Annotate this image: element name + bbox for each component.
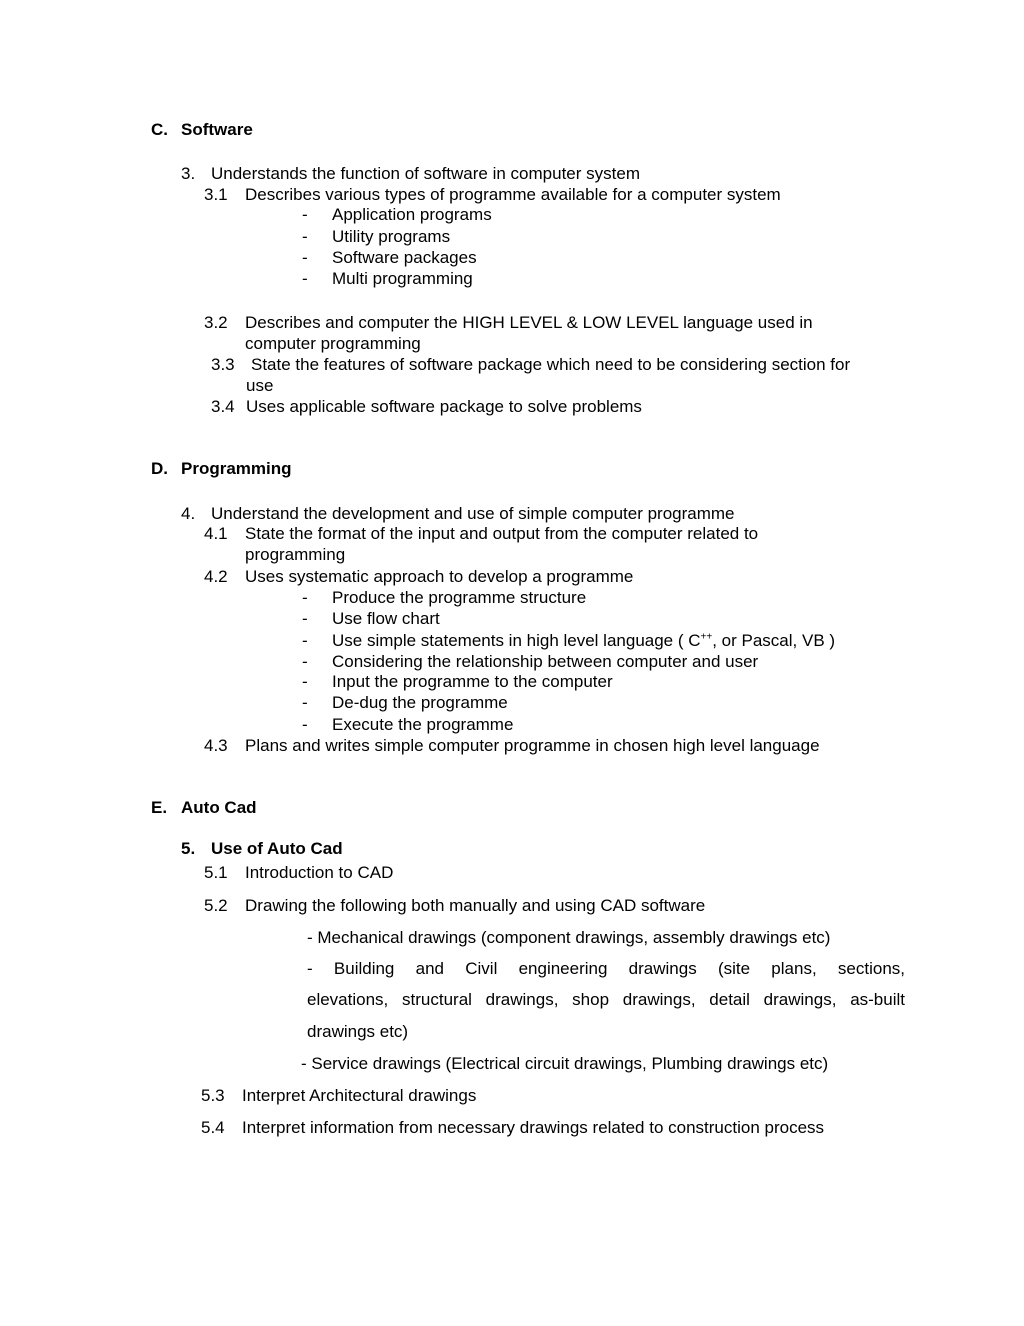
item-4-1-text: State the format of the input and output from the computer related to [245,524,759,543]
civil-drawings-line3: drawings etc) [307,1022,409,1041]
item-5-3-text: Interpret Architectural drawings [242,1086,477,1105]
bullet-item: Application programs [332,205,492,224]
item-3-text: Understands the function of software in computer system [211,164,640,183]
civil-drawings-line1: - Building and Civil engineering drawings (site plans, sections, [307,959,905,978]
bullet-dash: - [302,693,308,712]
section-e-title: Auto Cad [181,798,257,817]
item-4-3-text: Plans and writes simple computer programme in chosen high level language [245,736,820,755]
section-c-letter: C. [151,120,168,139]
item-5-2-text: Drawing the following both manually and using CAD software [245,896,706,915]
item-3-3-num: 3.3 [211,355,235,374]
item-3-1-text: Describes various types of programme available for a computer system [245,185,781,204]
item-3-num: 3. [181,164,196,183]
bullet-dash: - [302,631,308,650]
item-4-text: Understand the development and use of simple computer programme [211,504,735,523]
section-e-letter: E. [151,798,168,817]
cpp-superscript: ++ [700,631,713,643]
bullet-dash: - [302,588,308,607]
bullet-item: Utility programs [332,227,451,246]
item-4-2-num: 4.2 [204,567,228,586]
item-3-3-cont: use [246,376,274,395]
bullet-item: Produce the programme structure [332,588,587,607]
item-3-1-num: 3.1 [204,185,228,204]
item-5-text: Use of Auto Cad [211,839,343,858]
bullet-item: Considering the relationship between computer and user [332,652,759,671]
item-4-1-num: 4.1 [204,524,228,543]
section-d-letter: D. [151,459,168,478]
bullet-cpp-text: Use simple statements in high level language ( C [332,631,701,650]
bullet-item: Execute the programme [332,715,514,734]
item-3-4-num: 3.4 [211,397,235,416]
service-drawings: - Service drawings (Electrical circuit drawings, Plumbing drawings etc) [301,1054,829,1073]
bullet-item: Use flow chart [332,609,440,628]
bullet-dash: - [302,652,308,671]
item-3-2-cont: computer programming [245,334,421,353]
section-c-title: Software [181,120,253,139]
item-4-1-cont: programming [245,545,346,564]
bullet-cpp-rest: , or Pascal, VB ) [712,631,836,650]
bullet-dash: - [302,715,308,734]
bullet-dash: - [302,205,308,224]
bullet-item: De-dug the programme [332,693,508,712]
item-5-1-num: 5.1 [204,863,228,882]
bullet-dash: - [302,609,308,628]
item-5-4-num: 5.4 [201,1118,225,1137]
bullet-item: Software packages [332,248,477,267]
bullet-dash: - [302,672,308,691]
mechanical-drawings: - Mechanical drawings (component drawings, assembly drawings etc) [307,928,831,947]
item-4-num: 4. [181,504,196,523]
civil-drawings-line2: elevations, structural drawings, shop drawings, detail drawings, as-built [307,990,905,1009]
item-5-2-num: 5.2 [204,896,228,915]
item-5-4-text: Interpret information from necessary drawings related to construction process [242,1118,825,1137]
item-3-2-text: Describes and computer the HIGH LEVEL & LOW LEVEL language used in [245,313,813,332]
item-5-num: 5. [181,839,196,858]
item-4-2-text: Uses systematic approach to develop a programme [245,567,634,586]
bullet-dash: - [302,227,308,246]
item-3-3-text: State the features of software package which need to be considering section for [251,355,851,374]
section-d-title: Programming [181,459,292,478]
item-5-1-text: Introduction to CAD [245,863,394,882]
item-3-2-num: 3.2 [204,313,228,332]
bullet-dash: - [302,248,308,267]
bullet-dash: - [302,269,308,288]
item-3-4-text: Uses applicable software package to solve problems [246,397,642,416]
bullet-item: Multi programming [332,269,473,288]
item-4-3-num: 4.3 [204,736,228,755]
bullet-item: Input the programme to the computer [332,672,613,691]
item-5-3-num: 5.3 [201,1086,225,1105]
bullet-item-cpp [332,630,835,651]
